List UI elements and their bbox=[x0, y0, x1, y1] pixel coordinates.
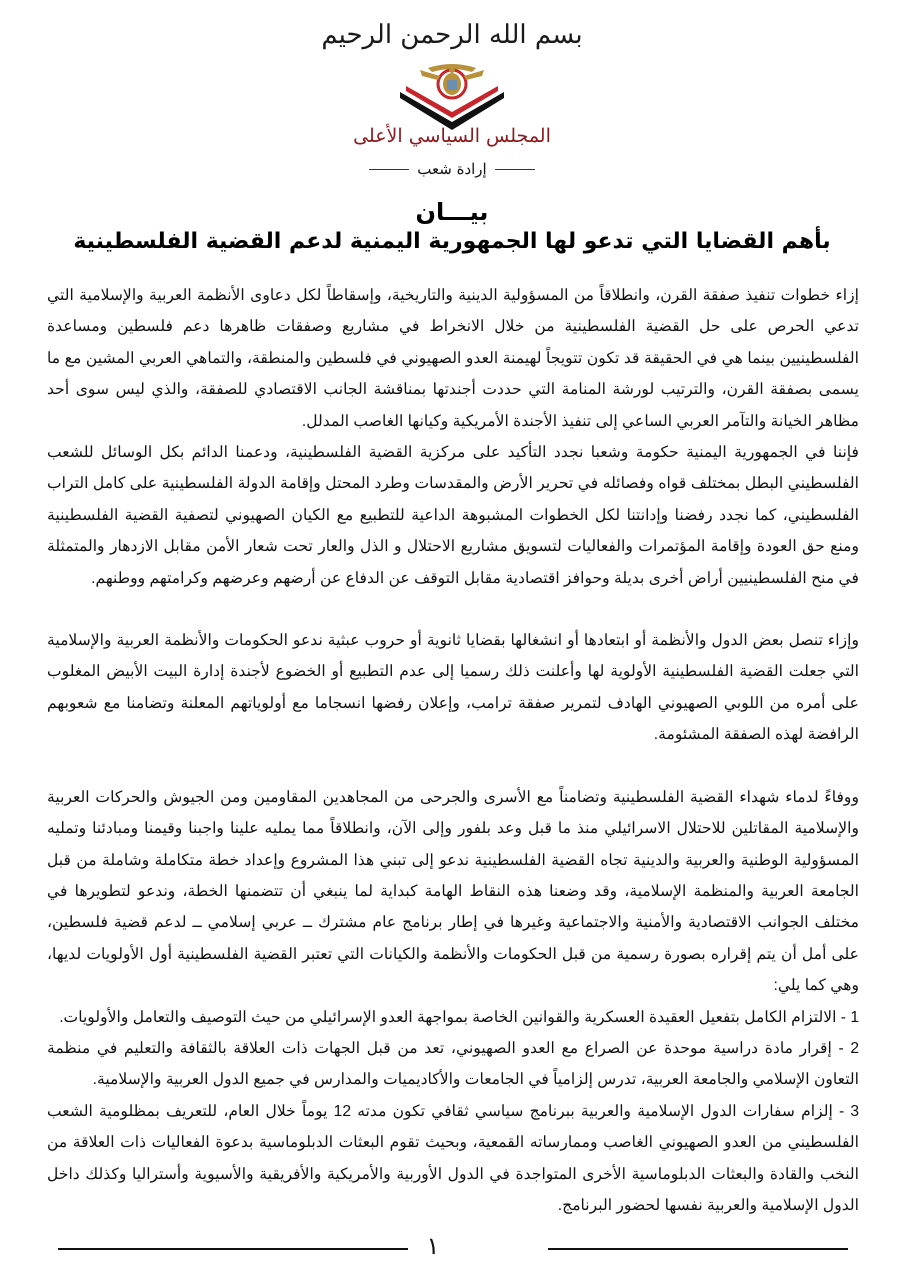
spacer bbox=[47, 751, 859, 782]
footer-rule-right bbox=[548, 1248, 848, 1250]
slogan bbox=[0, 160, 904, 178]
slogan-divider bbox=[369, 169, 409, 170]
council-name: المجلس السياسي الأعلى bbox=[353, 125, 551, 147]
paragraph: فإننا في الجمهورية اليمنية حكومة وشعبا نجدد التأكيد على مركزية القضية الفلسطينية، ودعمنا الدائم بكل الوسائل للشعب الفلسطيني البطل بمختلف قواه وفصائله في تحرير الأرض والمقدسات وطرد المحتل وإقامة الدولة الفلسطينية على كامل التراب الفلسطيني، كما نجدد رفضنا وإدانتنا لكل الخطوات المشبوهة الداعية للتطبيع مع الكيان الصهيوني لتصفية القضية الفلسطينية ومنع حق العودة وإقامة المؤتمرات والفعاليات لتسويق مشاريع الاحتلال و الذل والعار تحت شعار الأمن مقابل الازدهار والمتمثلة في منح الفلسطينيين أراض أخرى بديلة وحوافز اقتصادية مقابل التوقف عن الدفاع عن أرضهم وعرضهم وكرامتهم ووطنهم. bbox=[47, 444, 859, 587]
paragraph: وإزاء تنصل بعض الدول والأنظمة أو ابتعادها أو انشغالها بقضايا ثانوية أو حروب عبثية ندعو الحكومات والأنظمة العربية والإسلامية التي جعلت القضية الفلسطينية الأولوية لها وأعلنت ذلك رسميا إلى عدم التطبيع أو الخضوع لأجندة إدارة البيت الأبيض المغلوب على أمره من اللوبي الصهيوني الهادف لتمرير صفقة ترامب، وإعلان رفضها انسجاما مع أولوياتهم المعلنة وتضامنا مع شعوبهم الرافضة لهذه الصفقة المشئومة. bbox=[47, 632, 859, 744]
yemen-eagle-emblem-icon bbox=[392, 62, 512, 132]
spacer bbox=[47, 594, 859, 625]
list-item: 3 - إلزام سفارات الدول الإسلامية والعربية ببرنامج سياسي ثقافي تكون مدته 12 يوماً خلال العام، للتعريف بمظلومية الشعب الفلسطيني من العدو الصهيوني الغاصب وممارساته القمعية، وبحيث تقوم البعثات الدبلوماسية بدعوة الفعاليات ذات العلاقة من النخب والقادة والبعثات الدبلوماسية الأخرى المتواجدة في الدول الأوربية والأمريكية والأفريقية والأسيوية وأستراليا وكذلك داخل الدول الإسلامية والعربية نفسها لحضور البرنامج. bbox=[47, 1102, 859, 1214]
slogan-divider bbox=[495, 169, 535, 170]
document-subtitle: بأهم القضايا التي تدعو لها الجمهورية اليمنية لدعم القضية الفلسطينية bbox=[73, 229, 831, 254]
paragraph: ووفاءً لدماء شهداء القضية الفلسطينية وتضامناً مع الأسرى والجرحى من المجاهدين المقاومين ومن الجيوش والحركات العربية والإسلامية المقاتلين للاحتلال الاسرائيلي منذ ما قبل وعد بلفور وإلى الآن، وانطلاقاً مما يمليه علينا واجبنا وقيمنا ومبادئنا وتمليه المسؤولية الوطنية والعربية والدينية تجاه القضية الفلسطينية ندعو إلى تبني هذا المشروع وإعداد خطة متكاملة وشاملة من قبل الجامعة العربية والمنظمة الإسلامية، وقد وضعنا هذه النقاط الهامة كبداية لما ينبغي أن تتضمنها الخطة، وندعو لتطويرها في مختلف الجوانب الاقتصادية والأمنية والاجتماعية وغيرها في إطار برنامج عام مشترك ــ عربي إسلامي ــ لدعم قضية فلسطين، على أمل أن يتم إقراره بصورة رسمية من قبل الحكومات والأنظمة والكيانات التي تعتبر القضية الفلسطينية أول الأولويات لديها، وهي كما يلي: bbox=[47, 788, 860, 995]
letterhead bbox=[0, 0, 904, 200]
document-body bbox=[47, 280, 859, 1221]
footer-rule-left bbox=[58, 1248, 408, 1250]
page-footer bbox=[58, 1232, 848, 1266]
document-title: بيـــان bbox=[415, 198, 489, 226]
page-number: ١ bbox=[426, 1232, 440, 1260]
basmala: بسم الله الرحمن الرحيم bbox=[321, 20, 583, 50]
slogan-text: إرادة شعب bbox=[417, 160, 487, 178]
paragraph: إزاء خطوات تنفيذ صفقة القرن، وانطلاقاً من المسؤولية الدينية والتاريخية، وإسقاطاً لكل دعاوى الأنظمة العربية والإسلامية التي تدعي الحرص على حل القضية الفلسطينية من خلال الانخراط في مشاريع وصفقات ظاهرها دعم فلسطين ومساعدة الفلسطينيين بينما هي في الحقيقة قد تكون تتويجاً لهيمنة العدو الصهيوني في فلسطين والمنطقة، والتماهي العربي المشين مع ما يسمى بصفقة القرن، والترتيب لورشة المنامة التي حددت أجندتها بمناقشة الجانب الاقتصادي للصفقة، والذي ليس سوى أحد مظاهر الخيانة والتآمر العربي الساعي إلى تنفيذ الأجندة الأمريكية وكيانها الغاصب المدلل. bbox=[47, 287, 859, 430]
list-item: 2 - إقرار مادة دراسية موحدة عن الصراع مع العدو الصهيوني، تعد من قبل الجهات ذات العلاقة بالثقافة والتعليم في منظمة التعاون الإسلامي والجامعة العربية، تدرس إلزامياً في الجامعات والأكاديميات والمدارس في جميع الدول العربية والإسلامية. bbox=[47, 1039, 859, 1089]
list-item: 1 - الالتزام الكامل بتفعيل العقيدة العسكرية والقوانين الخاصة بمواجهة العدو الإسرائيلي من حيث التوصيف والتعامل والأولويات. bbox=[59, 1008, 859, 1026]
